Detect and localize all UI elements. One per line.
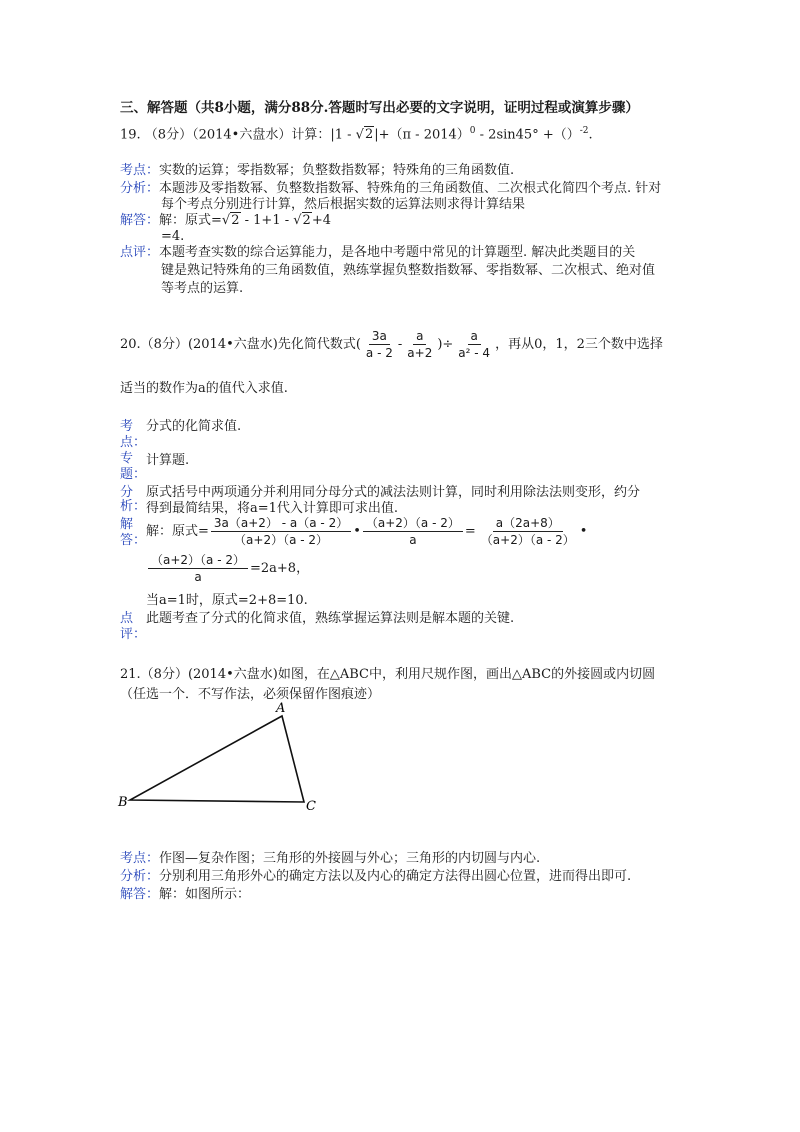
q21-stem-line1: 21.（8分）(2014•六盘水)如图，在△ABC中，利用尺规作图，画出△ABC的外接圆或内切圆 xyxy=(120,667,656,682)
q20-f2-num: a xyxy=(413,328,426,345)
q19-jieda-b: - 1+1 - xyxy=(240,213,294,228)
triangle-abc xyxy=(130,716,304,802)
q19-dianping xyxy=(120,244,635,262)
q20-stem xyxy=(120,328,663,362)
q21-kaodian-text: 作图—复杂作图；三角形的外接圆与外心；三角形的内切圆与内心. xyxy=(159,851,541,866)
q19-jieda-s1: 2 xyxy=(231,213,240,228)
q19-dianping-label: 点评： xyxy=(120,245,160,260)
q21-kaodian xyxy=(120,850,540,868)
vertex-c-label: C xyxy=(306,799,316,814)
q20-fraction-2 xyxy=(404,328,435,361)
q20-jie-fraction-1 xyxy=(211,515,351,548)
sqrt-icon: √ xyxy=(293,213,302,228)
q19-stem-sqrt: 2 xyxy=(364,127,374,143)
q19-stem-end: . xyxy=(588,127,593,143)
q20-kao-1: 考 xyxy=(120,419,134,434)
q20-jf2-num: （a+2）（a - 2） xyxy=(363,515,463,532)
q20-f3-den: a² - 4 xyxy=(458,346,491,360)
q20-fraction-3 xyxy=(455,328,493,361)
q20-jie-dot2: • xyxy=(579,524,588,539)
vertex-b-label: B xyxy=(118,795,128,810)
q20-dian-2: 评： xyxy=(120,627,147,642)
sqrt-icon: √ xyxy=(355,127,364,143)
sqrt-icon: √ xyxy=(221,213,231,228)
triangle-figure xyxy=(110,696,330,826)
q20-kao-2: 点： xyxy=(120,435,147,450)
q19-dianping-line1: 本题考查实数的综合运算能力，是各地中考题中常见的计算题型. 解决此类题目的关 xyxy=(159,245,636,260)
section-title: 三、解答题（共8小题，满分88分.答题时写出必要的文字说明，证明过程或演算步骤） xyxy=(120,100,639,116)
q21-kaodian-label: 考点： xyxy=(120,851,160,866)
q19-dianping-line2: 键是熟记特殊角的三角函数值，熟练掌握负整数指数幂、零指数幂、二次根式、绝对值 xyxy=(161,263,656,278)
q20-jie-minus: = xyxy=(464,524,476,539)
q19-kaodian-label: 考点： xyxy=(120,163,160,178)
q20-jie-dot1: • xyxy=(353,524,361,539)
q21-fenxi xyxy=(120,868,631,886)
q21-jieda xyxy=(120,886,250,904)
q20-stem-line2: 适当的数作为a的值代入求值. xyxy=(120,381,288,396)
q20-jf4-den: a xyxy=(194,570,202,584)
q19-kaodian-text: 实数的运算；零指数幂；负整数指数幂；特殊角的三角函数值. xyxy=(159,163,515,178)
q20-f1-num: 3a xyxy=(369,328,390,345)
q20-jf3-num: a（2a+8） xyxy=(493,515,563,532)
q20-jie-formula xyxy=(146,515,587,549)
q20-jie-1: 解 xyxy=(120,517,134,532)
q20-f2-den: a+2 xyxy=(407,346,433,360)
q20-dian-1: 点 xyxy=(120,611,134,626)
q20-stem-a: 20.（8分）(2014•六盘水)先化简代数式( xyxy=(120,337,361,352)
q20-fraction-1 xyxy=(363,328,396,361)
q19-jieda-line2: =4. xyxy=(161,229,185,244)
q20-fen-1: 分 xyxy=(120,485,134,500)
q19-jieda-s2: 2 xyxy=(302,213,311,228)
q20-fen-2: 析： xyxy=(120,499,147,514)
q20-jie-formula-2 xyxy=(146,552,309,586)
q20-zhuan-1: 专 xyxy=(120,451,134,466)
q20-div: )÷ xyxy=(437,337,454,352)
q20-dian-text: 此题考查了分式的化简求值，熟练掌握运算法则是解本题的关键. xyxy=(146,611,515,626)
q19-jieda-label: 解答： xyxy=(120,213,160,228)
q20-jie-fraction-3 xyxy=(478,515,578,548)
q19-dianping-line3: 等考点的运算. xyxy=(161,281,244,296)
q20-kao-text: 分式的化简求值. xyxy=(146,419,242,434)
q19-stem-b: |+（π - 2014） xyxy=(374,127,470,143)
q21-jieda-text: 解：如图所示： xyxy=(159,887,251,902)
q19-fenxi-line2: 每个考点分别进行计算，然后根据实数的运算法则求得计算结果 xyxy=(161,197,526,212)
q20-jf4-num: （a+2）（a - 2） xyxy=(148,552,248,569)
q19-expneg: -2 xyxy=(579,126,589,136)
q19-jieda xyxy=(120,212,331,230)
q20-f1-den: a - 2 xyxy=(365,346,393,360)
q20-jie-fraction-2 xyxy=(363,515,463,548)
q19-kaodian xyxy=(120,162,514,180)
q20-jie-line3: 当a=1时，原式=2+8=10. xyxy=(146,593,308,608)
q20-jie-result: =2a+8， xyxy=(250,561,310,576)
q19-jieda-c: +4 xyxy=(311,213,331,228)
q20-fen-line1: 原式括号中两项通分并利用同分母分式的减法法则计算，同时利用除法法则变形，约分 xyxy=(146,485,641,500)
q20-jf2-den: a xyxy=(409,533,417,547)
q21-stem-line2: （任选一个．不写作法，必须保留作图痕迹） xyxy=(120,687,381,702)
q19-stem-a: 19. （8分）（2014•六盘水）计算：|1 - xyxy=(120,127,356,143)
q20-jie-fraction-4 xyxy=(148,552,248,585)
q20-jf1-num: 3a（a+2） - a（a - 2） xyxy=(211,515,351,532)
q19-jieda-a: 解：原式= xyxy=(159,213,222,228)
q20-jf3-den: （a+2）（a - 2） xyxy=(480,533,575,547)
q19-fenxi-line1: 本题涉及零指数幂、负整数指数幂、特殊角的三角函数值、二次根式化简四个考点. 针对 xyxy=(159,181,662,196)
q20-jf1-den: （a+2）（a - 2） xyxy=(234,533,329,547)
q20-zhuan-2: 题： xyxy=(120,467,147,482)
q21-fenxi-label: 分析： xyxy=(120,869,160,884)
vertex-a-label: A xyxy=(276,701,286,716)
q20-jie-prefix: 解：原式= xyxy=(146,524,209,539)
q21-jieda-label: 解答： xyxy=(120,887,160,902)
q19-stem xyxy=(120,122,593,144)
q20-jie-2: 答： xyxy=(120,533,147,548)
q19-stem-c: - 2sin45° +（） xyxy=(475,127,580,143)
q20-f3-num: a xyxy=(468,328,481,345)
q20-fen-line2: 得到最简结果，将a=1代入计算即可求出值. xyxy=(146,501,399,516)
q20-zhuan-text: 计算题. xyxy=(146,453,190,468)
q21-fenxi-text: 分别利用三角形外心的确定方法以及内心的确定方法得出圆心位置，进而得出即可. xyxy=(159,869,632,884)
q19-exp0: 0 xyxy=(469,126,476,136)
q20-minus: - xyxy=(397,337,403,352)
q20-stem-b: ，再从0，1，2三个数中选择 xyxy=(495,337,663,352)
q19-fenxi-label: 分析： xyxy=(120,181,160,196)
